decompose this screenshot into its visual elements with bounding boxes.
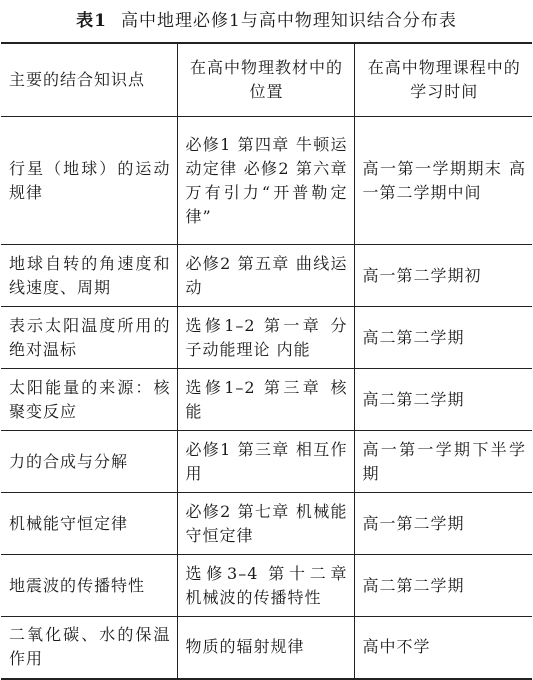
topic-cell: 地震波的传播特性 <box>1 555 177 617</box>
topic-cell: 力的合成与分解 <box>1 431 177 493</box>
table-row <box>1 245 532 307</box>
table-row <box>1 307 532 369</box>
knowledge-distribution-table <box>1 42 532 680</box>
topic-cell: 表示太阳温度所用的绝对温标 <box>1 307 177 369</box>
location-cell: 选修3–4 第十二章 机械波的传播特性 <box>177 555 354 617</box>
table-number: 表1 <box>76 11 107 31</box>
time-cell: 高一第二学期初 <box>354 245 532 307</box>
table-row <box>1 617 532 679</box>
table-title: 高中地理必修1与高中物理知识结合分布表 <box>121 11 457 31</box>
table-row <box>1 493 532 555</box>
location-cell: 必修1 第四章 牛顿运动定律 必修2 第六章 万有引力“开普勒定律” <box>177 117 354 245</box>
header-location: 在高中物理教材中的位置 <box>177 43 354 117</box>
time-cell: 高二第二学期 <box>354 369 532 431</box>
table-row <box>1 555 532 617</box>
time-cell: 高二第二学期 <box>354 307 532 369</box>
topic-cell: 行星（地球）的运动规律 <box>1 117 177 245</box>
time-cell: 高一第一学期下半学期 <box>354 431 532 493</box>
location-cell: 必修2 第七章 机械能守恒定律 <box>177 493 354 555</box>
table-row <box>1 117 532 245</box>
location-cell: 必修1 第三章 相互作用 <box>177 431 354 493</box>
location-cell: 选修1–2 第三章 核能 <box>177 369 354 431</box>
table-row <box>1 431 532 493</box>
table-header-row <box>1 43 532 117</box>
location-cell: 必修2 第五章 曲线运动 <box>177 245 354 307</box>
time-cell: 高一第二学期 <box>354 493 532 555</box>
table-caption <box>0 6 533 36</box>
topic-cell: 二氧化碳、水的保温作用 <box>1 617 177 679</box>
topic-cell: 太阳能量的来源：核聚变反应 <box>1 369 177 431</box>
table-row <box>1 369 532 431</box>
time-cell: 高二第二学期 <box>354 555 532 617</box>
time-cell: 高一第一学期期末 高一第二学期中间 <box>354 117 532 245</box>
topic-cell: 机械能守恒定律 <box>1 493 177 555</box>
header-time: 在高中物理课程中的学习时间 <box>354 43 532 117</box>
location-cell: 物质的辐射规律 <box>177 617 354 679</box>
location-cell: 选修1–2 第一章 分子动能理论 内能 <box>177 307 354 369</box>
header-topic: 主要的结合知识点 <box>1 43 177 117</box>
topic-cell: 地球自转的角速度和线速度、周期 <box>1 245 177 307</box>
time-cell: 高中不学 <box>354 617 532 679</box>
